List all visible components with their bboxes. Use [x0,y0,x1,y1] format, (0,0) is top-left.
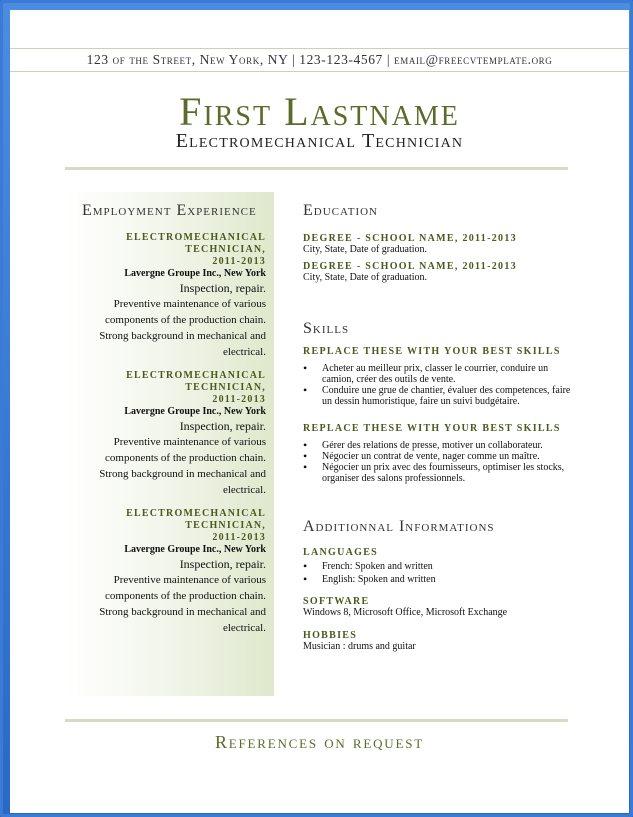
languages-block [303,547,571,586]
job-entry-line: Inspection, repair. [179,419,266,433]
skill-item: • Conduire une grue de chantier, évaluer des competences, faire un dessin humoristique, faire un suivi budgétaire. [303,385,571,407]
job-entry [76,232,266,360]
language-item: • French: Spoken and written [303,560,571,573]
job-entry-title: TECHNICIAN, [185,382,266,393]
job-entry-company: Lavergne Groupe Inc., New York [124,544,266,555]
skills-group [303,346,571,407]
job-entry-years: 2011-2013 [212,532,266,543]
education-heading: Education [303,202,378,219]
skills-group [303,423,571,484]
education-degree: DEGREE - SCHOOL NAME, 2011-2013 [303,261,517,272]
job-entry-line: Strong background in mechanical and [99,330,266,342]
job-entry-line: Strong background in mechanical and [99,606,266,618]
education-degree: DEGREE - SCHOOL NAME, 2011-2013 [303,233,517,244]
resume-page [10,10,629,813]
hobbies-block [303,630,416,652]
skill-item: • Gérer des relations de presse, motiver un collaborateur. [303,440,571,451]
education-section [303,202,378,220]
job-entry-title: ELECTROMECHANICAL [126,370,266,381]
skill-item: • Acheter au meilleur prix, classer le courrier, conduire un camion, créer des outils de vente. [303,363,571,385]
software-subheading: SOFTWARE [303,596,370,607]
language-item: • English: Spoken and written [303,573,571,586]
job-entry-line: Strong background in mechanical and [99,468,266,480]
person-name: First Lastname [179,89,460,134]
job-entry-years: 2011-2013 [212,256,266,267]
job-entry-line: Inspection, repair. [179,281,266,295]
job-entry-title: ELECTROMECHANICAL [126,232,266,243]
skills-subheading: REPLACE THESE WITH YOUR BEST SKILLS [303,423,561,434]
contact-line: 123 of the Street, New York, NY | 123-123-4567 | email@freecvtemplate.org [10,48,629,72]
job-entry-line: electrical. [222,622,266,634]
job-entry-company: Lavergne Groupe Inc., New York [124,268,266,279]
software-block [303,596,507,618]
employment-column [65,192,274,696]
skill-item: • Négocier un contrat de vente, nager comme un maître. [303,451,571,462]
job-entry-line: electrical. [222,346,266,358]
software-text: Windows 8, Microsoft Office, Microsoft Exchange [303,607,508,618]
job-entry [76,370,266,498]
references-line: References on request [214,732,425,752]
additional-heading-wrap [303,518,495,536]
top-divider [65,167,568,170]
job-entry-title: TECHNICIAN, [185,244,266,255]
job-entry-title: ELECTROMECHANICAL [126,508,266,519]
education-entry [303,233,517,255]
skills-subheading: REPLACE THESE WITH YOUR BEST SKILLS [303,346,561,357]
job-entry-company: Lavergne Groupe Inc., New York [124,406,266,417]
job-entry-title: TECHNICIAN, [185,520,266,531]
hobbies-text: Musician : drums and guitar [303,641,416,652]
job-entry-line: components of the production chain. [105,452,266,464]
skill-item: • Négocier un prix avec des fournisseurs, optimiser les stocks, organiser des salons professionnels. [303,462,571,484]
job-entry-line: Preventive maintenance of various [113,436,266,448]
bottom-divider [65,719,568,722]
job-title: Electromechanical Technician [175,130,464,152]
languages-subheading: LANGUAGES [303,547,379,558]
job-entry-line: Preventive maintenance of various [113,574,266,586]
education-place: City, State, Date of graduation. [303,272,428,283]
job-entry-line: components of the production chain. [105,590,266,602]
education-entry [303,261,517,283]
job-entry-line: Preventive maintenance of various [113,298,266,310]
job-entry [76,508,266,636]
job-entry-years: 2011-2013 [212,394,266,405]
skills-heading-wrap [303,320,349,338]
job-entry-line: Inspection, repair. [179,557,266,571]
job-entry-line: components of the production chain. [105,314,266,326]
education-place: City, State, Date of graduation. [303,244,428,255]
skills-heading: Skills [303,320,350,337]
additional-heading: Additionnal Informations [303,518,495,535]
job-entry-line: electrical. [222,484,266,496]
employment-heading: Employment Experience [82,202,257,219]
hobbies-subheading: HOBBIES [303,630,358,641]
